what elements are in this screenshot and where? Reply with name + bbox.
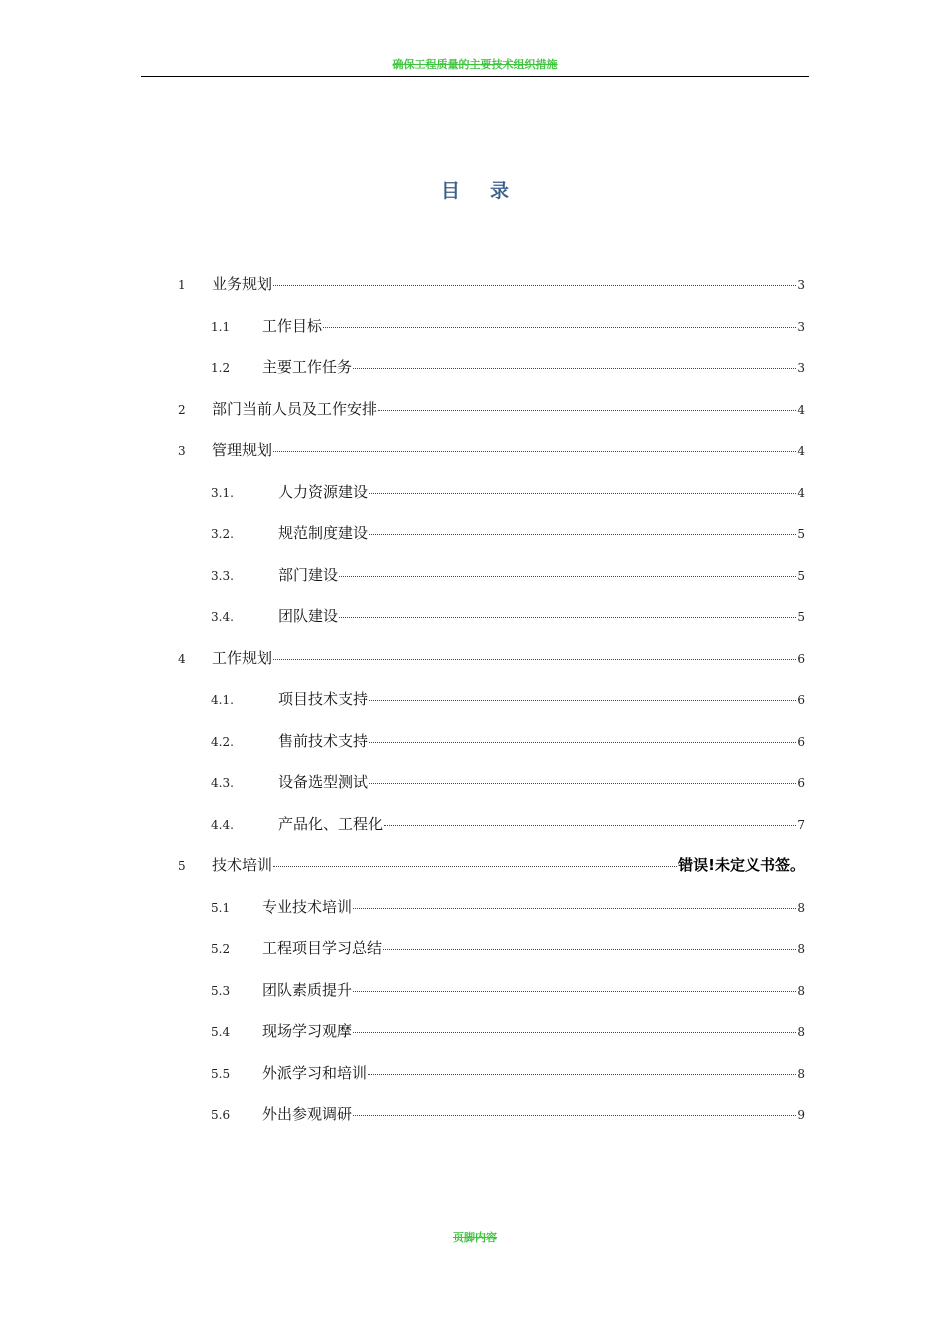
toc-entry[interactable] bbox=[211, 1102, 805, 1126]
toc-entry[interactable] bbox=[211, 978, 805, 1002]
toc-dot-leader bbox=[384, 825, 796, 826]
toc-entry-title: 团队素质提升 bbox=[262, 980, 353, 999]
toc-entry-page: 4 bbox=[797, 485, 805, 500]
toc-dot-leader bbox=[353, 908, 796, 909]
toc-dot-leader bbox=[339, 617, 796, 618]
toc-entry-title: 工程项目学习总结 bbox=[262, 939, 383, 957]
toc-dot-leader bbox=[339, 576, 796, 577]
toc-entry-page: 3 bbox=[797, 278, 805, 292]
toc-entry-number: 5.1 bbox=[211, 900, 231, 915]
toc-entry-title: 主要工作任务 bbox=[262, 358, 353, 376]
toc-entry[interactable] bbox=[211, 770, 805, 794]
toc-entry-page: 6 bbox=[797, 776, 805, 790]
toc-entry-title: 外派学习和培训 bbox=[262, 1063, 368, 1082]
toc-entry-title: 现场学习观摩 bbox=[262, 1022, 353, 1040]
toc-entry[interactable] bbox=[211, 604, 805, 628]
toc-dot-leader bbox=[353, 1032, 796, 1033]
toc-dot-leader bbox=[369, 783, 796, 784]
toc-entry[interactable] bbox=[211, 936, 805, 960]
toc-entry-number: 5.2 bbox=[211, 942, 231, 956]
toc-entry-page: 9 bbox=[797, 1108, 805, 1122]
toc-entry[interactable] bbox=[178, 646, 805, 670]
toc-entry[interactable] bbox=[178, 438, 805, 462]
toc-dot-leader bbox=[353, 991, 796, 992]
toc-entry[interactable] bbox=[211, 314, 805, 338]
toc-entry-page: 8 bbox=[797, 1025, 805, 1039]
toc-entry-title: 团队建设 bbox=[278, 607, 339, 625]
toc-dot-leader bbox=[353, 1115, 796, 1116]
toc-entry-page: 8 bbox=[797, 900, 805, 915]
toc-entry-number: 3.4. bbox=[211, 610, 234, 624]
toc-entry-title: 项目技术支持 bbox=[278, 690, 369, 708]
toc-entry[interactable] bbox=[211, 355, 805, 379]
toc-entry[interactable] bbox=[178, 272, 805, 296]
toc-entry-number: 5.4 bbox=[211, 1025, 231, 1039]
toc-entry[interactable] bbox=[211, 895, 805, 919]
toc-entry-title: 部门当前人员及工作安排 bbox=[212, 399, 378, 418]
toc-dot-leader bbox=[368, 1074, 796, 1075]
toc-entry-number: 2 bbox=[178, 402, 186, 417]
toc-entry-page: 6 bbox=[797, 693, 805, 707]
toc-entry-number: 3.3. bbox=[211, 568, 234, 583]
header-divider bbox=[141, 76, 809, 77]
toc-dot-leader bbox=[378, 410, 796, 411]
toc-entry-page: 8 bbox=[797, 942, 805, 956]
toc-entry-number: 4 bbox=[178, 651, 186, 666]
toc-entry[interactable] bbox=[211, 480, 805, 504]
toc-entry-title: 管理规划 bbox=[212, 441, 273, 459]
toc-entry-title: 外出参观调研 bbox=[262, 1105, 353, 1123]
toc-entry[interactable] bbox=[178, 853, 805, 877]
toc-entry-number: 1.1 bbox=[211, 319, 231, 334]
toc-entry-page: 6 bbox=[797, 651, 805, 666]
toc-entry-title: 工作目标 bbox=[262, 316, 323, 335]
toc-dot-leader bbox=[273, 659, 796, 660]
toc-entry-number: 1.2 bbox=[211, 361, 231, 375]
toc-dot-leader bbox=[369, 493, 796, 494]
toc-entry-page: 4 bbox=[797, 444, 805, 458]
toc-entry-number: 5 bbox=[178, 859, 186, 873]
toc-dot-leader bbox=[369, 742, 796, 743]
toc-dot-leader bbox=[273, 451, 796, 452]
toc-entry-page: 错误!未定义书签。 bbox=[678, 856, 805, 874]
toc-entry[interactable] bbox=[211, 729, 805, 753]
toc-entry-number: 4.4. bbox=[211, 817, 234, 832]
toc-entry-page: 5 bbox=[797, 527, 805, 541]
toc-entry[interactable] bbox=[211, 521, 805, 545]
toc-entry-number: 1 bbox=[178, 278, 186, 292]
toc-entry-title: 产品化、工程化 bbox=[278, 814, 384, 833]
toc-entry[interactable] bbox=[211, 812, 805, 836]
toc-entry-title: 专业技术培训 bbox=[262, 897, 353, 916]
toc-entry-page: 8 bbox=[797, 1066, 805, 1081]
toc-entry-page: 5 bbox=[797, 568, 805, 583]
toc-dot-leader bbox=[369, 534, 796, 535]
toc-dot-leader bbox=[383, 949, 796, 950]
toc-entry-title: 业务规划 bbox=[212, 275, 273, 293]
toc-entry-number: 3.2. bbox=[211, 527, 234, 541]
toc-entry-page: 6 bbox=[797, 734, 805, 749]
toc-entry[interactable] bbox=[211, 1019, 805, 1043]
toc-entry-number: 5.6 bbox=[211, 1108, 231, 1122]
toc-entry-number: 4.1. bbox=[211, 693, 234, 707]
toc-entry-title: 售前技术支持 bbox=[278, 731, 369, 750]
page-header: 确保工程质量的主要技术组织措施 bbox=[392, 58, 558, 71]
toc-entry-page: 3 bbox=[797, 361, 805, 375]
toc-dot-leader bbox=[353, 368, 796, 369]
page-footer: 页脚内容 bbox=[453, 1231, 497, 1244]
toc-entry-title: 部门建设 bbox=[278, 565, 339, 584]
toc-entry[interactable] bbox=[211, 687, 805, 711]
toc-entry-number: 3 bbox=[178, 444, 186, 458]
toc-entry-title: 规范制度建设 bbox=[278, 524, 369, 542]
toc-entry-title: 设备选型测试 bbox=[278, 773, 369, 791]
toc-entry-number: 5.5 bbox=[211, 1066, 231, 1081]
toc-entry-page: 7 bbox=[797, 817, 805, 832]
toc-entry-number: 3.1. bbox=[211, 485, 234, 500]
toc-title: 目录 bbox=[440, 180, 539, 202]
toc-entry-number: 5.3 bbox=[211, 983, 231, 998]
toc-entry-page: 5 bbox=[797, 610, 805, 624]
toc-entry-number: 4.3. bbox=[211, 776, 234, 790]
toc-entry[interactable] bbox=[211, 1061, 805, 1085]
toc-dot-leader bbox=[369, 700, 796, 701]
toc-entry[interactable] bbox=[178, 397, 805, 421]
toc-entry-page: 8 bbox=[797, 983, 805, 998]
toc-dot-leader bbox=[273, 866, 677, 867]
toc-entry-number: 4.2. bbox=[211, 734, 234, 749]
toc-entry-title: 工作规划 bbox=[212, 648, 273, 667]
toc-entry[interactable] bbox=[211, 563, 805, 587]
toc-dot-leader bbox=[323, 327, 796, 328]
toc-entry-page: 3 bbox=[797, 319, 805, 334]
toc-entry-title: 技术培训 bbox=[212, 856, 273, 874]
toc-dot-leader bbox=[273, 285, 796, 286]
toc-entry-title: 人力资源建设 bbox=[278, 482, 369, 501]
toc-entry-page: 4 bbox=[797, 402, 805, 417]
